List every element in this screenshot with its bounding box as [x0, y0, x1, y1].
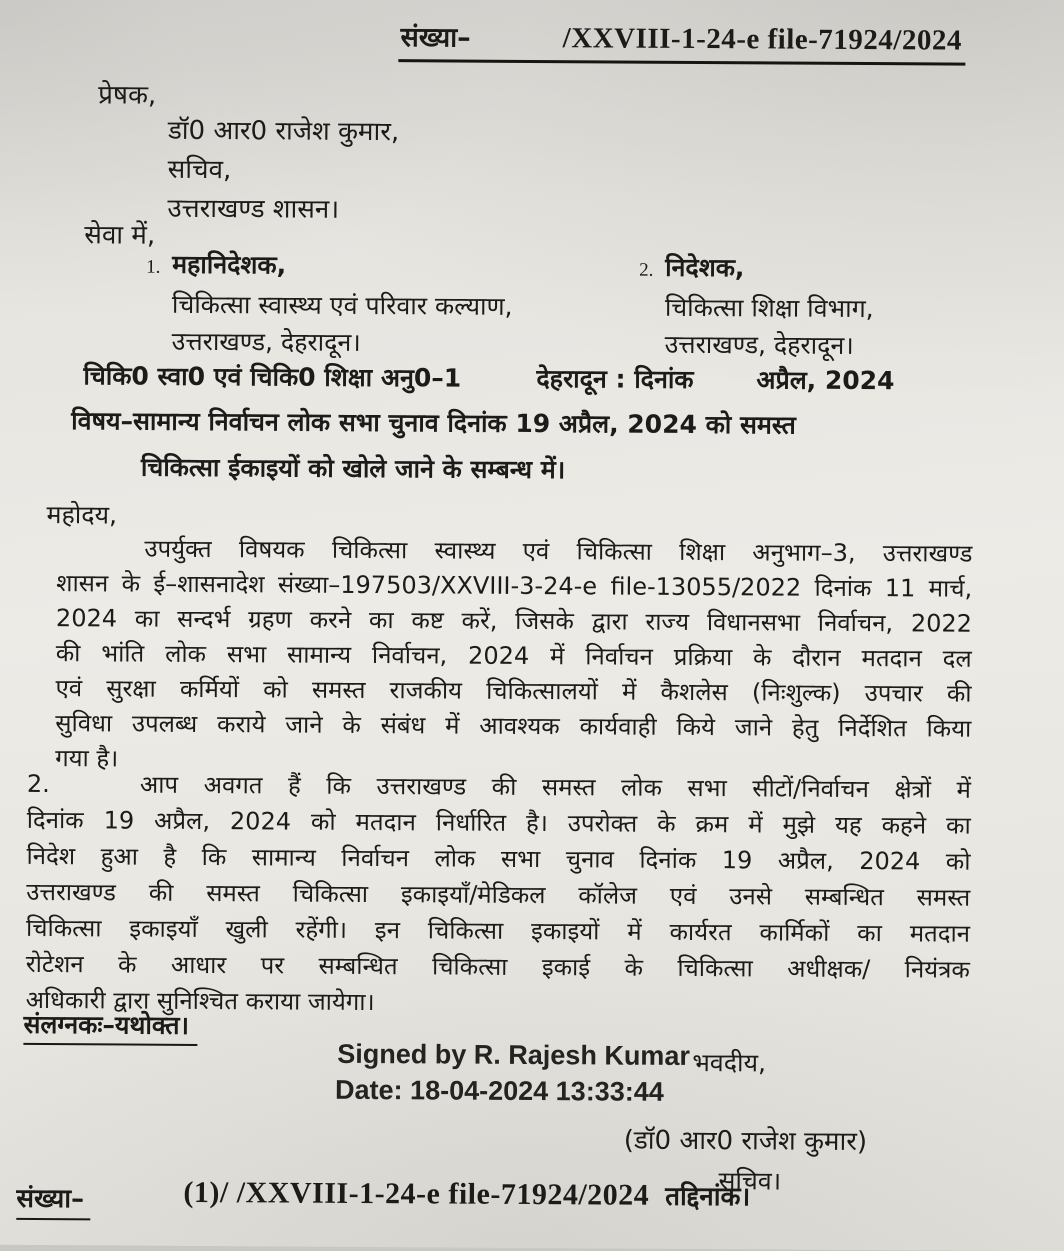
section-reference: चिकि0 स्वा0 एवं चिकि0 शिक्षा अनु0–1: [83, 361, 462, 393]
para1-line: शासन के ई–शासनादेश संख्या–197503/XXVIII-3-24-e file-13055/2022 दिनांक 11 मार्च,: [56, 569, 973, 603]
recipient-2-title-row: [639, 249, 874, 290]
reference-line: [0, 358, 1048, 396]
signatory-name: (डॉ0 आर0 राजेश कुमार): [623, 1125, 868, 1158]
body-paragraph-1: [55, 531, 972, 782]
para2-number: 2.: [26, 769, 50, 799]
sender-org: उत्तराखण्ड शासन।: [167, 193, 340, 225]
body-paragraph-2: [26, 767, 972, 1025]
recipient-1-place: उत्तराखण्ड, देहरादून।: [171, 326, 361, 357]
recipient-2-place: उत्तराखण्ड, देहरादून।: [664, 329, 854, 360]
para1-line: एवं सुरक्षा कर्मियों को समस्त राजकीय चिकित्सालयों में कैशलेस (निःशुल्क) उपचार की: [55, 674, 972, 708]
para2-line: दिनांक 19 अप्रैल, 2024 को मतदान निर्धारित है। उपरोक्त के क्रम में मुझे यह कहने का: [26, 805, 971, 840]
digital-signature-name: Signed by R. Rajesh Kumar: [337, 1038, 690, 1071]
from-label: प्रेषक,: [98, 80, 157, 111]
para2-line: रोटेशन के आधार पर सम्बन्धित चिकित्सा इकाई के चिकित्सा अधीक्षक/ नियंत्रक: [25, 949, 970, 984]
para1-line: उपर्युक्त विषयक चिकित्सा स्वास्थ्य एवं चिकित्सा शिक्षा अनुभाग–3, उत्तराखण्ड: [144, 534, 973, 568]
recipient-1: [146, 246, 513, 362]
para2-line: [27, 767, 971, 809]
sender-block: [167, 112, 399, 230]
date-month-year: अप्रैल, 2024: [756, 365, 895, 396]
footer-file-number-row: [183, 1174, 750, 1213]
recipient-1-dept: चिकित्सा स्वास्थ्य एवं परिवार कल्याण,: [171, 289, 513, 321]
recipient-1-title-row: [146, 246, 513, 288]
para1-line: की भांति लोक सभा सामान्य निर्वाचन, 2024 में निर्वाचन प्रक्रिया के दौरान मतदान दल: [55, 639, 972, 673]
signatory-designation: सचिव।: [718, 1166, 782, 1196]
footer-number-label: संख्या–: [16, 1179, 90, 1220]
recipient-2-title: निदेशक,: [665, 252, 745, 283]
letter-number-blank: [471, 47, 563, 48]
para2-line: चिकित्सा इकाइयाँ खुली रहेंगी। इन चिकित्सा इकाइयों में कार्यरत कार्मिकों का मतदान: [25, 913, 971, 948]
place-date-label: देहरादून : दिनांक: [536, 364, 694, 394]
para1-line: सुविधा उपलब्ध कराये जाने के संबंध में आवश्यक कार्यवाही किये जाने हेतु निर्देशित किया: [55, 709, 972, 743]
recipient-2-dept: चिकित्सा शिक्षा विभाग,: [664, 292, 874, 324]
recipient-1-number: 1.: [146, 256, 161, 278]
letter-number-label: संख्या–: [400, 22, 471, 54]
enclosure-note: संलग्नकः–यथोक्त।: [23, 1007, 197, 1046]
recipient-1-title: महानिदेशक,: [172, 249, 287, 280]
para2-line: निदेश हुआ है कि सामान्य निर्वाचन लोक सभा चुनाव दिनांक 19 अप्रैल, 2024 को: [26, 841, 971, 876]
closing-word: भवदीय,: [692, 1047, 767, 1078]
para2-line-text: आप अवगत हैं कि उत्तराखण्ड की समस्त लोक सभा सीटों/निर्वाचन क्षेत्रों में: [139, 770, 972, 804]
salutation: महोदय,: [46, 500, 118, 530]
digital-signature-date: Date: 18-04-2024 13:33:44: [335, 1074, 664, 1107]
subject-line-1: विषय–सामान्य निर्वाचन लोक सभा चुनाव दिनांक 19 अप्रैल, 2024 को समस्त: [71, 406, 796, 440]
recipient-2-number: 2.: [639, 259, 654, 281]
para2-line: उत्तराखण्ड की समस्त चिकित्सा इकाइयाँ/मेडिकल कॉलेज एवं उनसे सम्बन्धित समस्त: [26, 877, 971, 912]
sender-name: डॉ0 आर0 राजेश कुमार,: [167, 115, 400, 148]
para2-line: अधिकारी द्वारा सुनिश्चित कराया जायेगा।: [25, 985, 375, 1017]
para1-line: गया है।: [55, 744, 119, 773]
footer-file-number: (1)/ /XXVIII-1-24-e file-71924/2024: [183, 1175, 650, 1212]
subject-line-2: चिकित्सा ईकाइयों को खोले जाने के सम्बन्ध में।: [140, 452, 566, 485]
para1-line: 2024 का सन्दर्भ ग्रहण करने का कष्ट करें, जिसके द्वारा राज्य विधानसभा निर्वाचन, 2022: [55, 604, 973, 638]
footer-same-date: तद्दिनांक।: [665, 1181, 751, 1213]
letter-file-number: /XXVIII-1-24-e file-71924/2024: [562, 22, 963, 57]
recipient-2: [639, 249, 874, 364]
sender-designation: सचिव,: [167, 154, 232, 186]
letter-number-header: [398, 17, 966, 65]
to-label: सेवा में,: [84, 220, 156, 251]
